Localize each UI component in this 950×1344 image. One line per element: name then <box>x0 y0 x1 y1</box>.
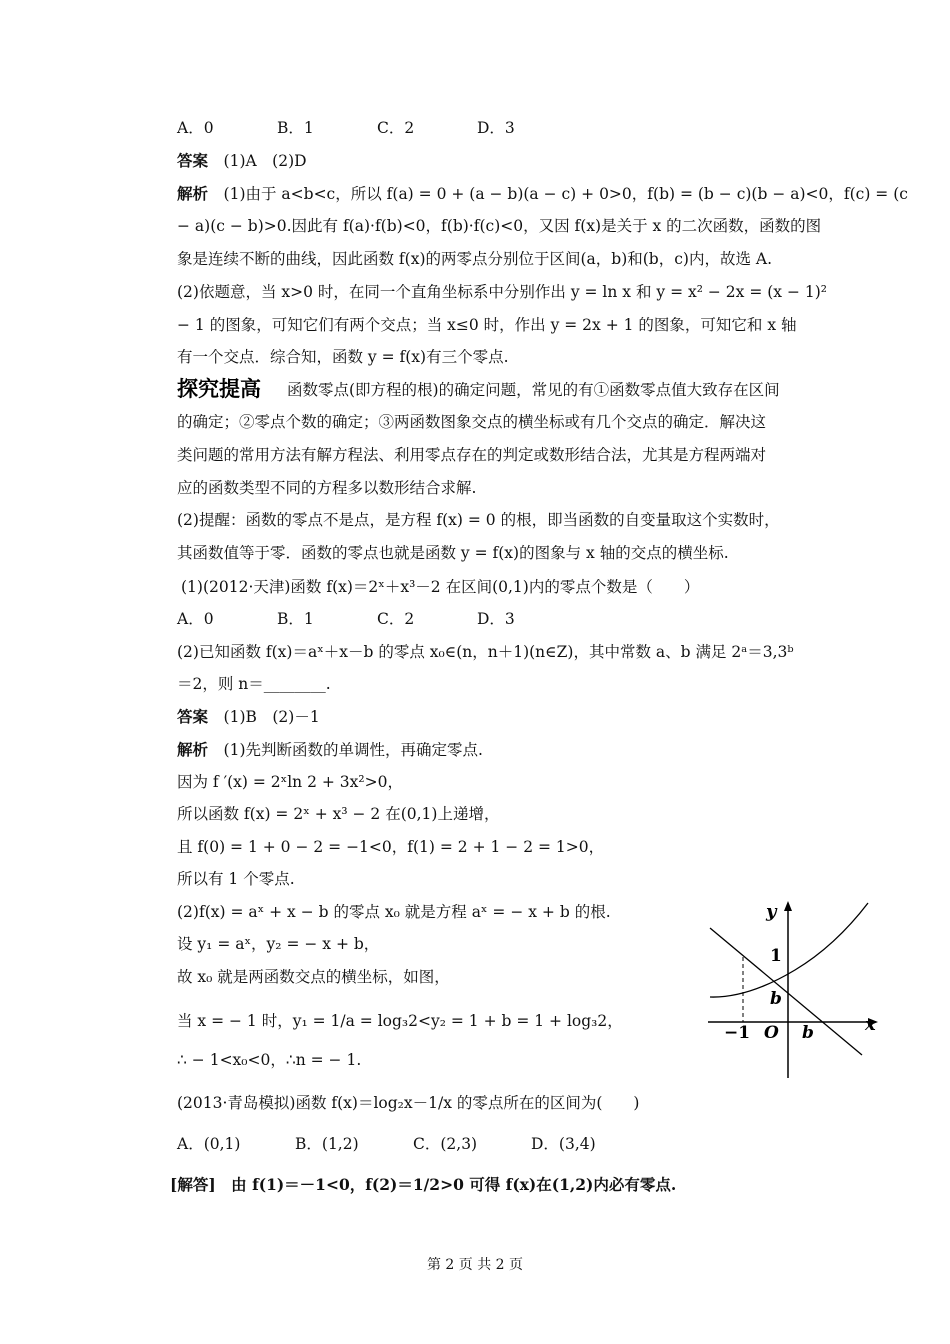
option-c: C．(2,3) <box>413 1135 478 1153</box>
y-axis-label: y <box>766 901 777 922</box>
option-a: A．0 <box>177 119 214 137</box>
option-c: C．2 <box>377 610 415 628</box>
y-axis-arrow-icon <box>784 901 792 911</box>
answer-line-2 <box>177 707 320 727</box>
analysis-line: 设 y₁ = aˣ，y₂ = − x + b， <box>177 935 380 953</box>
options-row-1 <box>177 118 577 138</box>
question-stem: (1)(2012·天津)函数 f(x)＝2ˣ＋x³－2 在区间(0,1)内的零点个数是（ ） <box>181 578 700 596</box>
explore-badge: 探究提高 <box>177 376 287 402</box>
answer-label: 答案 <box>177 707 209 726</box>
analysis-line: 所以有 1 个零点. <box>177 870 295 888</box>
analysis-line: ∴ − 1<x₀<0，∴n = − 1. <box>177 1051 362 1069</box>
explore-line: 类问题的常用方法有解方程法、利用零点存在的判定或数形结合法，尤其是方程两端对 <box>177 446 767 464</box>
analysis-line: 有一个交点．综合知，函数 y = f(x)有三个零点. <box>177 348 509 366</box>
explore-line: 应的函数类型不同的方程多以数形结合求解. <box>177 479 477 497</box>
analysis-line-2 <box>177 740 483 760</box>
analysis-line: 故 x₀ 就是两函数交点的横坐标，如图， <box>177 968 450 986</box>
answer-text: (1)B (2)－1 <box>223 708 320 726</box>
analysis-line: − 1 的图象，可知它们有两个交点；当 x≤0 时，作出 y = 2x + 1 的图象，可知它和 x 轴 <box>177 316 797 334</box>
question-stem-2b: ＝2，则 n＝________. <box>177 675 331 693</box>
analysis-line: (2)依题意，当 x>0 时，在同一个直角坐标系中分别作出 y = ln x 和 y = x² − 2x = (x − 1)² <box>177 283 827 301</box>
label-b-intercept: b <box>770 989 782 1009</box>
label-neg-one: −1 <box>724 1023 751 1043</box>
option-a: A．(0,1) <box>177 1135 241 1153</box>
x-axis-label: x <box>865 1014 876 1035</box>
function-graph-figure <box>700 895 890 1080</box>
analysis-line: 因为 f ′(x) = 2ˣln 2 + 3x²>0， <box>177 773 403 791</box>
analysis-text: (1)由于 a<b<c，所以 f(a) = 0 + (a − b)(a − c) + 0>0，f(b) = (b − c)(b − a)<0，f(c) = (c <box>223 185 908 203</box>
label-origin: O <box>764 1023 779 1043</box>
option-c: C．2 <box>377 119 415 137</box>
explore-line: 其函数值等于零．函数的零点也就是函数 y = f(x)的图象与 x 轴的交点的横坐标. <box>177 544 729 562</box>
analysis-label: 解析 <box>177 740 209 759</box>
option-d: D．3 <box>477 610 515 628</box>
exponential-curve <box>710 903 868 997</box>
option-b: B．1 <box>277 119 314 137</box>
option-d: D．(3,4) <box>531 1135 596 1153</box>
answer-line-1 <box>177 151 307 171</box>
question-stem-2a: (2)已知函数 f(x)＝aˣ＋x－b 的零点 x₀∈(n，n＋1)(n∈Z)，其中常数 a、b 满足 2ᵃ＝3,3ᵇ <box>177 643 794 661</box>
analysis-line: 所以函数 f(x) = 2ˣ + x³ − 2 在(0,1)上递增， <box>177 805 500 823</box>
label-b-root: b <box>802 1023 814 1043</box>
solution-line: [解答] 由 f(1)＝－1<0，f(2)＝1/2>0 可得 f(x)在(1,2)内必有零点. <box>170 1175 677 1194</box>
option-b: B．(1,2) <box>295 1135 359 1153</box>
explore-line: (2)提醒：函数的零点不是点，是方程 f(x) = 0 的根，即当函数的自变量取这个实数时， <box>177 511 780 529</box>
page-footer: 第 2 页 共 2 页 <box>426 1257 524 1273</box>
options-row-2 <box>177 609 577 629</box>
explore-line: 函数零点(即方程的根)的确定问题，常见的有①函数零点值大致存在区间 <box>287 381 780 399</box>
analysis-label: 解析 <box>177 184 209 203</box>
explore-line: 的确定；②零点个数的确定；③两函数图象交点的横坐标或有几个交点的确定．解决这 <box>177 413 767 431</box>
analysis-line-1 <box>177 184 908 204</box>
answer-label: 答案 <box>177 151 209 170</box>
label-one: 1 <box>770 946 782 966</box>
question-stem-qingdao: (2013·青岛模拟)函数 f(x)＝log₂x－1/x 的零点所在的区间为( ) <box>177 1094 640 1112</box>
analysis-line: 象是连续不断的曲线，因此函数 f(x)的两零点分别位于区间(a，b)和(b，c)内，故选 A. <box>177 250 773 268</box>
answer-text: (1)A (2)D <box>223 152 307 170</box>
analysis-line: 当 x = − 1 时，y₁ = 1/a = log₃2<y₂ = 1 + b = 1 + log₃2， <box>177 1012 623 1030</box>
analysis-text: (1)先判断函数的单调性，再确定零点. <box>223 741 483 759</box>
analysis-line: − a)(c − b)>0.因此有 f(a)·f(b)<0，f(b)·f(c)<0，又因 f(x)是关于 x 的二次函数，函数的图 <box>177 217 822 235</box>
analysis-line: 且 f(0) = 1 + 0 − 2 = −1<0，f(1) = 2 + 1 − 2 = 1>0， <box>177 838 605 856</box>
options-row-3 <box>177 1134 649 1154</box>
option-a: A．0 <box>177 610 214 628</box>
option-b: B．1 <box>277 610 314 628</box>
analysis-line: (2)f(x) = aˣ + x − b 的零点 x₀ 就是方程 aˣ = − x + b 的根. <box>177 903 611 921</box>
option-d: D．3 <box>477 119 515 137</box>
